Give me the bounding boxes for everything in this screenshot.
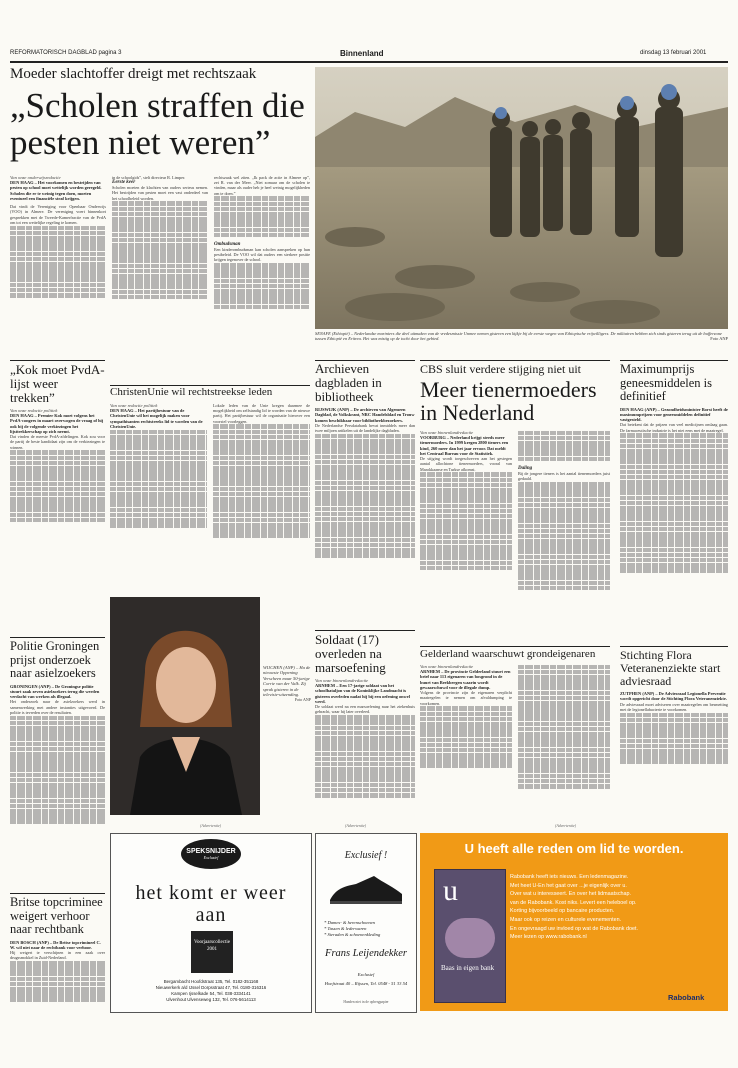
pvda-byline: Van onze redactie politiek (10, 408, 58, 413)
column-rule (420, 360, 610, 361)
gelderland-intro: ARNHEM – De provincie Gelderland stuurt een brief naar 113 eigenaren van bosgrond in de buurt van Beekbergen waarin wordt gewaarschuwd voor de illegale dump. (420, 669, 511, 690)
advert-rabobank[interactable] (420, 833, 728, 1011)
cu-headline: ChristenUnie wil rechtstreekse leden (110, 386, 273, 398)
rabo-headline: U heeft alle reden om lid te worden. (464, 841, 684, 856)
section-title: Binnenland (340, 49, 384, 58)
body-text-filler (620, 712, 728, 772)
rabobank-logo: Rabobank (668, 993, 705, 1002)
shoe-icon (326, 870, 406, 908)
speksnijder-badge: Voorjaarscollectie 2001 (191, 931, 233, 973)
header-rule (10, 61, 728, 63)
cbs-headline: Meer tienermoeders in Nederland (420, 377, 597, 425)
column-rule (315, 630, 415, 631)
leijendekker-list: * Dames- & herenschoenen * Tassen & lederwaren * Sieraden & schoenenkleding (324, 920, 381, 937)
cu-text: Lokale leden van de Unie kregen daarmee de mogelijkheid om zelfstandig lid te worden van de nieuwe partij. Het partijbestuur wil de organisatie hierover een voorstel voorleggen. (213, 403, 310, 424)
portrait-credit: Foto ANP (294, 697, 311, 703)
maximum-headline: Maximumprijs geneesmiddelen is definitief (620, 362, 712, 403)
archive-headline: Archieven dagbladen in bibliotheek (315, 361, 382, 404)
photo-credit: Foto ANP (710, 336, 728, 342)
topcrim-intro: DEN BOSCH (ANP) – De Britse topcrimineel C. W. wil niet naar de rechtbank voor verhoor. (10, 939, 101, 950)
cu-byline: Van onze redactie politiek (110, 403, 158, 408)
rabo-copy: Rabobank heeft iets nieuws. Een ledenmagazine. Met heet U-En het gaat over ...je eigenlijk over u. Over wat u interesseert. En over het lidmaatschap. van de Rabobank. Kost niks. Levert een heleboel op. Korting bijvoorbeeld op bancaire producten. Maar ook op reizen en culturele evenementen. En ongevraagd uw invloed op wat de Rabobank doet. Meer lezen op www.rabobank.nl (510, 874, 638, 941)
gelderland-text: Volgens de provincie zijn de eigenaren verplicht maatregelen te nemen om afvaldumping te voorkomen. (420, 690, 512, 706)
article-soldaat (315, 633, 415, 809)
column-rule (10, 637, 105, 638)
lead-paragraph: Een kinderombudsman kan scholen aanspreken op hun pestbeleid. De VOO wil dat ouders een sterkere positie krijgen tegenover de school. (214, 246, 310, 263)
lead-headline: „Scholen straffen die pesten niet weren” (10, 86, 305, 162)
stichting-text: De adviesraad moet adviseren over maatregelen om besmetting met de legionellabacterie te voorkomen. (620, 701, 728, 712)
lead-byline: Van onze onderwijsredactie (10, 175, 61, 180)
pvda-headline: „Kok moet PvdA-lijst weer trekken” (10, 362, 105, 405)
article-gelderland (420, 664, 610, 804)
photo-caption-block (315, 331, 728, 341)
body-text-filler (10, 450, 105, 530)
body-text-filler (315, 715, 415, 809)
body-text-filler (518, 664, 610, 804)
leijendekker-script: Exclusief ! (344, 850, 388, 861)
leijendekker-brand: Frans Leijendekker (325, 948, 407, 959)
article-archieven (315, 362, 415, 573)
body-text-filler (620, 433, 728, 593)
portrait-illustration (110, 597, 260, 815)
topcrim-text: Hij weigert te verschijnen in een zaak over drugssmokkel in Zuid-Nederland. (10, 950, 105, 961)
cbs-kicker: CBS sluit verdere stijging niet uit (420, 362, 581, 376)
body-text-filler (420, 706, 512, 776)
article-cbs (420, 430, 610, 601)
stichting-headline: Stichting Flora Veteranenziekte start adviesraad (620, 648, 721, 688)
topcrim-headline: Britse topcriminee weigert verhoor naar rechtbank (10, 895, 103, 936)
body-text-filler (10, 961, 105, 1007)
leijendekker-tag: Exclusief (357, 972, 375, 977)
advert-speksnijder[interactable] (110, 833, 312, 1013)
soldiers-photo (315, 67, 728, 329)
column-rule (10, 360, 105, 361)
portrait-photo (110, 597, 260, 815)
lead-paragraph: rechtszaak wel ziten. „Ik pack de actie in Almere op”, zei R. van der Meer. „Niet zomaar om de scholen te vinden, maar als ouder heb je heel weinig mogelijkheden om te doen.” (214, 175, 310, 196)
cbs-byline: Van onze binnenlandredactie (420, 430, 474, 435)
photo-caption: SENAFE (Ethiopië) – Nederlandse mariniers die deel uitmaken van de vredesmissie Unmee nemen gisteren een kijkje bij de eerste wegen van Ethiopische vrijwilligers. De militairen hebben zich sinds gisteren terug uit de bufferzone tussen Ethiopië en Eritrea. Het was mistig op de tocht door het gebied. (315, 331, 722, 342)
magazine-cover-art (445, 918, 495, 958)
lead-paragraph: Dat vindt de Vereniging voor Openbaar Onderwijs (VOO) in Almere. De vereniging voert binnenkort gesprekken met de Tweede-Kamerfractie van de PvdA om tot een wettelijke regeling te komen. (10, 204, 106, 225)
cbs-intro: VOORBURG – Nederland krijgt steeds meer tienermoeders. In 1999 kregen 2800 tieners een kind, 260 meer dan het jaar ervoor. Dat meldt het Centraal Bureau voor de Statistiek. (420, 435, 509, 456)
cbs-subhead: Daling (518, 466, 533, 471)
lead-article-body (10, 175, 310, 312)
advert-label: (Advertentie) (200, 823, 222, 828)
groningen-headline: Politie Groningen prijst onderzoek naar asielzoekers (10, 639, 100, 680)
article-stichting (620, 649, 728, 772)
stichting-intro: ZUTPHEN (ANP) – De Adviesraad Legionella Preventie wordt opgericht door de Stichting Flora Veteranenziekte. (620, 691, 727, 702)
cbs-text: De stijging wordt toegeschreven aan het gestegen aantal allochtone tienermoeders, vooral van Marokkaanse en Turkse afkomst. (420, 456, 512, 472)
leijendekker-address: Hoefstraat 40 – Rijssen, Tel. 0548 - 51 33 54 (324, 981, 408, 986)
body-text-filler (10, 715, 105, 835)
soldaat-intro: ARNHEM – Een 17-jarige soldaat van het schoolbataljon van de Koninklijke Landmacht is gisteren overleden nadat hij bij een oefening onwel werd. (315, 683, 410, 704)
body-text-filler (214, 262, 310, 312)
maximum-text: Dat betekent dat de prijzen van veel medicijnen omlaag gaan. De farmaceutische industrie is het niet eens met de maatregel. (620, 422, 728, 433)
article-pvda (10, 363, 105, 530)
cu-intro: DEN HAAG – Het partijbestuur van de ChristenUnie wil het mogelijk maken voor sympathisanten rechtstreeks lid te worden van de ChristenUnie. (110, 408, 203, 429)
lead-kicker: Moeder slachtoffer dreigt met rechtszaak (10, 66, 257, 82)
column-rule (10, 893, 105, 894)
speksnijder-title: het komt er weer aan (135, 882, 287, 926)
lead-subhead: Eerste keer (112, 180, 136, 186)
rabo-magazine (434, 869, 506, 1003)
advert-label: (Advertentie) (345, 823, 367, 828)
portrait-caption-text: WIJCHEN (ANP) – Ha de nieuwste Oppening Verscheen maar 50-jarige Corrie van der Valk. Zij sprak gisteren in de televisie-uitzending. (263, 665, 311, 698)
rabo-magazine-line: Baas in eigen bank (441, 964, 495, 972)
cbs-text2: Bij de jongere tieners is het aantal tienermoeders juist gedaald. (518, 471, 610, 482)
article-topcrimineel (10, 896, 105, 1007)
speksnijder-logo: SPEKSNIJDER Exclusief (181, 839, 241, 869)
soldaat-text: De soldaat werd na een marsoefening naar het ziekenhuis gebracht, waar hij later overleed. (315, 704, 415, 715)
lead-intro: DEN HAAG – Het voorkomen en bestrijden van pesten op school moet wettelijk worden geregeld. Scholen die er te weinig tegen doen, moeten eventueel een financiële straf krijgen. (10, 180, 102, 201)
body-text-filler (518, 430, 610, 466)
pvda-intro: DEN HAAG – Premier Kok moet volgens het PvdA-congres in maart overwogen de vraag of hij ook bij de volgende verkiezingen het lijsttrekkerschap op zich neemt. (10, 413, 104, 434)
archive-text: De Nederlandse Persdatabank bevat inmiddels meer dan twee miljoen artikelen uit de landelijke dagbladen. (315, 422, 415, 434)
column-rule (420, 646, 610, 647)
body-text-filler (213, 424, 310, 554)
article-maximumprijs (620, 363, 728, 593)
article-groningen (10, 640, 105, 835)
soldaat-headline: Soldaat (17) overleden na marsoefening (315, 632, 386, 675)
soldiers-photo-illustration (315, 67, 728, 329)
column-rule (620, 646, 728, 647)
body-text-filler (112, 201, 208, 311)
body-text-filler (110, 429, 207, 539)
page-date: dinsdag 13 februari 2001 (640, 50, 707, 56)
body-text-filler (518, 481, 610, 601)
body-text-filler (315, 433, 415, 573)
advert-leijendekker[interactable] (315, 833, 417, 1013)
lead-paragraph: in de schoolgids”, stelt directeur R. Limper. (112, 175, 186, 180)
soldaat-byline: Van onze binnenlandredactie (315, 678, 369, 683)
groningen-intro: GRONINGEN (ANP) – De Groningse politie stuurt zaak zeven asielzoekers terug die werden verdacht van werken als illegaal. (10, 683, 100, 700)
rabo-magazine-u: u (443, 874, 458, 907)
speksnijder-addresses: Bergambacht Hoofdstraat 135, Tel. 0182-351168 Nieuwerkerk a/d IJssel Dorpsstraat 47, Tel. 0180-316316 Kampen Ijsselkade 54, Tel. 038-3334141 Ulvenhout Ulvenseweg 132, Tel. 076-5614113 (155, 979, 267, 1002)
gelderland-byline: Van onze binnenlandredactie (420, 664, 474, 669)
article-christenunie (110, 403, 310, 554)
body-text-filler (420, 472, 512, 582)
body-text-filler (214, 196, 310, 242)
column-rule (620, 360, 728, 361)
lead-paragraph: Scholen moeten de klachten van ouders serieus nemen. Het bestrijden van pesten moet een vast onderdeel van het schoolbeleid worden. (112, 185, 208, 201)
pvda-text: Dat vinden de meeste PvdA-afdelingen. Kok zou voor de partij de beste kandidaat zijn om de verkiezingen te winnen. (10, 434, 105, 450)
portrait-caption (263, 665, 311, 703)
groningen-text: Het onderzoek naar de asielzoekers werd in samenwerking met andere instanties uitgevoerd. De politie is tevreden over de resultaten. (10, 699, 105, 715)
maximum-intro: DEN HAAG (ANP) – Gezondheidsminister Borst heeft de maximumprijzen voor geneesmiddelen definitief vastgesteld. (620, 406, 728, 423)
gelderland-headline: Gelderland waarschuwt grondeigenaren (420, 648, 596, 660)
section-page-label: REFORMATORISCH DAGBLAD pagina 3 (10, 50, 122, 56)
advert-label: (Advertentie) (555, 823, 577, 828)
body-text-filler (10, 225, 106, 305)
leijendekker-small: Handen niet in de opbergpapier (343, 1000, 389, 1004)
archive-intro: RIJSWIJK (ANP) – De archieven van Algemeen Dagblad, de Volkskrant, NRC Handelsblad en Trouw komen beschikbaar voor bibliotheekbezoekers. (315, 407, 415, 423)
lead-subhead: Ombudsman (214, 241, 241, 247)
